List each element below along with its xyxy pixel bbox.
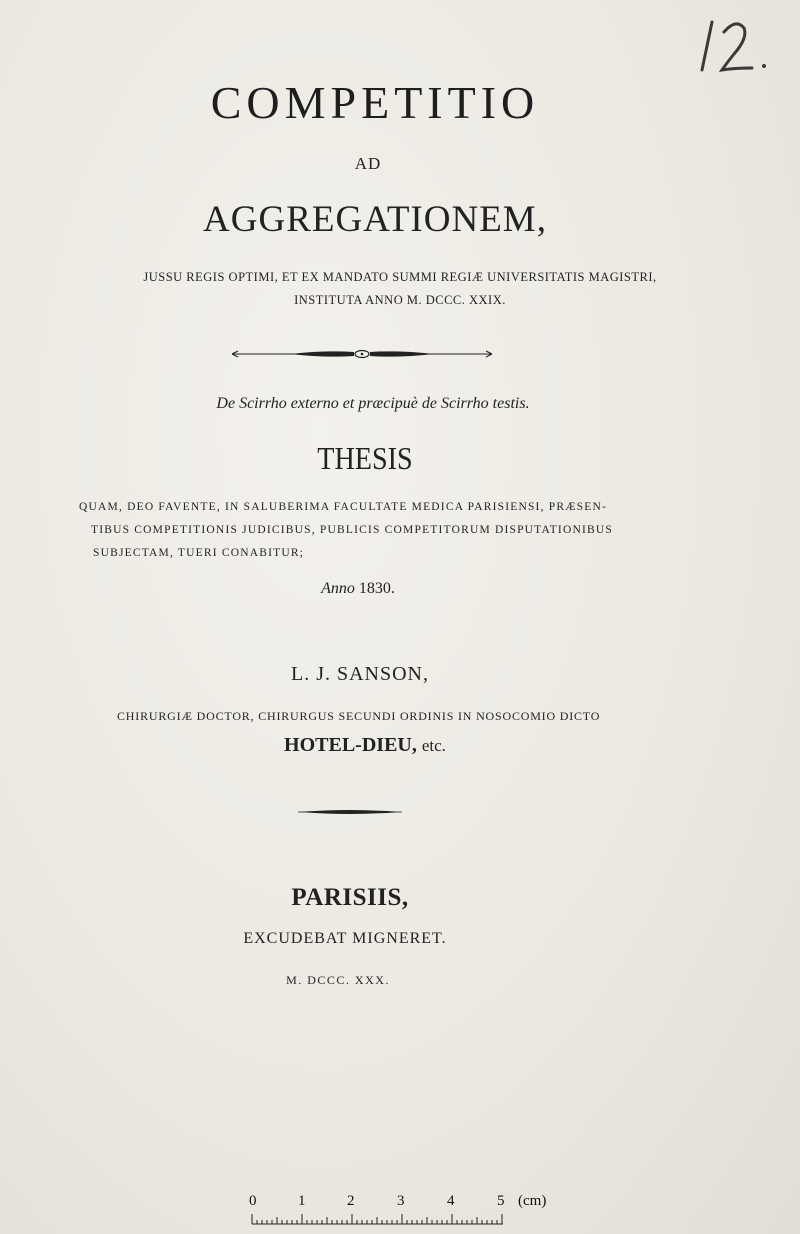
ornamental-rule-bottom (298, 808, 402, 816)
scale-unit: (cm) (518, 1193, 547, 1209)
scale-bar (248, 1212, 508, 1228)
scale-label-4: 4 (447, 1193, 455, 1209)
imprint-year: M. DCCC. XXX. (286, 973, 390, 987)
scale-label-0: 0 (249, 1193, 257, 1209)
title-aggregationem: AGGREGATIONEM, (203, 199, 547, 240)
imprint-city: PARISIIS, (291, 884, 409, 911)
scale-label-3: 3 (397, 1193, 405, 1209)
instituta-line: INSTITUTA ANNO M. DCCC. XXIX. (294, 293, 506, 307)
author-name: L. J. SANSON, (290, 663, 430, 685)
scale-label-2: 2 (347, 1193, 355, 1209)
anno-word: Anno (321, 580, 355, 597)
anno-line (0, 580, 716, 598)
anno-year: 1830. (358, 580, 395, 597)
title-ad: AD (354, 154, 382, 173)
subtitle: De Scirrho externo et præcipuè de Scirrho testis. (216, 395, 530, 412)
quam-line-1: QUAM, DEO FAVENTE, IN SALUBERIMA FACULTATE MEDICA PARISIENSI, PRÆSEN- (79, 501, 607, 513)
scale-label-5: 5 (497, 1193, 505, 1209)
author-credentials: CHIRURGIÆ DOCTOR, CHIRURGUS SECUNDI ORDINIS IN NOSOCOMIO DICTO (117, 709, 601, 723)
handwritten-page-number (690, 8, 780, 78)
title-competitio: COMPETITIO (210, 77, 540, 128)
quam-line-3: SUBJECTAM, TUERI CONABITUR; (93, 547, 305, 559)
hotel-dieu: HOTEL-DIEU, (284, 734, 417, 756)
quam-line-2: TIBUS COMPETITIONIS JUDICIBUS, PUBLICIS COMPETITORUM DISPUTATIONIBUS (91, 524, 613, 536)
hotel-dieu-line (0, 734, 730, 757)
thesis-heading: THESIS (317, 440, 413, 476)
ornamental-rule-top (230, 347, 494, 361)
scale-label-1: 1 (298, 1193, 306, 1209)
jussu-line: JUSSU REGIS OPTIMI, ET EX MANDATO SUMMI REGIÆ UNIVERSITATIS MAGISTRI, (143, 270, 657, 284)
etc: etc. (421, 736, 446, 755)
imprint-printer: EXCUDEBAT MIGNERET. (243, 930, 447, 947)
